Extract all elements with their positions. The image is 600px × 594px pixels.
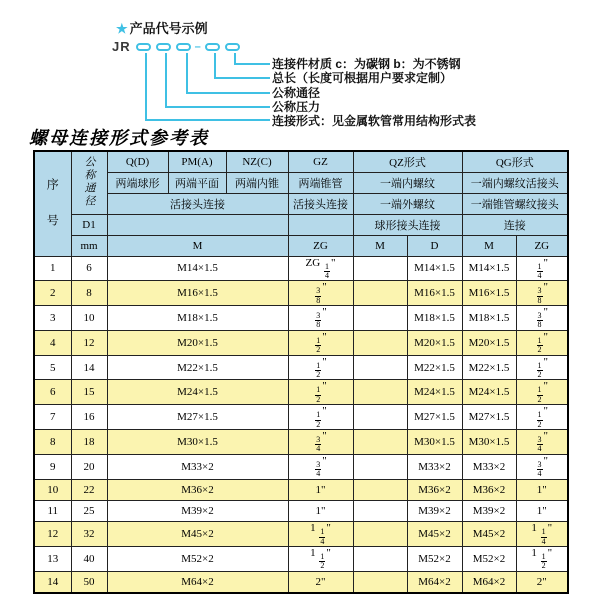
cell-dn: 12 bbox=[71, 330, 107, 355]
cell-m: M24×1.5 bbox=[107, 380, 288, 405]
code-box-3 bbox=[176, 43, 191, 51]
cell-seq: 7 bbox=[34, 405, 71, 430]
table-row bbox=[34, 405, 568, 430]
header-col-nz: NZ(C) bbox=[226, 151, 288, 172]
header-sub-zg-qg: ZG bbox=[516, 235, 568, 256]
cell-dn: 16 bbox=[71, 405, 107, 430]
header-empty-gz bbox=[288, 214, 353, 235]
cell-qz_m bbox=[353, 355, 407, 380]
cell-gz: $\frac{3}{8}$ " bbox=[288, 281, 353, 306]
table-row bbox=[34, 380, 568, 405]
cell-gz: $\frac{1}{2}$ " bbox=[288, 355, 353, 380]
connector-line bbox=[186, 92, 270, 94]
header-mm: mm bbox=[71, 235, 107, 256]
cell-qz_m bbox=[353, 281, 407, 306]
cell-gz: $\frac{1}{2}$ " bbox=[288, 405, 353, 430]
cell-seq: 2 bbox=[34, 281, 71, 306]
cell-seq: 11 bbox=[34, 500, 71, 521]
cell-dn: 50 bbox=[71, 571, 107, 592]
cell-qz_d: M14×1.5 bbox=[407, 256, 462, 281]
cell-m: M16×1.5 bbox=[107, 281, 288, 306]
header-qg-conn: 连接 bbox=[462, 214, 568, 235]
table-row bbox=[34, 281, 568, 306]
cell-dn: 25 bbox=[71, 500, 107, 521]
table-row bbox=[34, 330, 568, 355]
header-sub-m-main: M bbox=[107, 235, 288, 256]
cell-dn: 10 bbox=[71, 306, 107, 331]
code-box-4 bbox=[205, 43, 220, 51]
cell-qg_zg: $\frac{1}{2}$ " bbox=[516, 405, 568, 430]
cell-qz_m bbox=[353, 571, 407, 592]
cell-seq: 8 bbox=[34, 429, 71, 454]
connector-line bbox=[145, 53, 147, 121]
cell-gz: ZG $\frac{1}{4}$ " bbox=[288, 256, 353, 281]
cell-seq: 10 bbox=[34, 479, 71, 500]
code-dash: – bbox=[194, 40, 201, 53]
cell-qz_m bbox=[353, 330, 407, 355]
table-row bbox=[34, 571, 568, 592]
cell-qg_zg: 1" bbox=[516, 500, 568, 521]
cell-dn: 40 bbox=[71, 547, 107, 572]
connector-line bbox=[165, 53, 167, 108]
header-qg-desc2: 一端锥管螺纹接头 bbox=[462, 193, 568, 214]
cell-qg_m: M16×1.5 bbox=[462, 281, 516, 306]
header-col-pm: PM(A) bbox=[168, 151, 226, 172]
code-row bbox=[112, 39, 245, 54]
cell-qg_zg: 1 $\frac{1}{4}$ " bbox=[516, 522, 568, 547]
table-body bbox=[34, 256, 568, 593]
cell-gz: $\frac{1}{2}$ " bbox=[288, 330, 353, 355]
cell-dn: 8 bbox=[71, 281, 107, 306]
header-sub-m-qz: M bbox=[353, 235, 407, 256]
cell-gz: 2" bbox=[288, 571, 353, 592]
cell-qz_d: M36×2 bbox=[407, 479, 462, 500]
header-q-desc: 两端球形 bbox=[107, 172, 168, 193]
cell-qg_m: M45×2 bbox=[462, 522, 516, 547]
diagram-title bbox=[116, 18, 208, 37]
header-dn bbox=[71, 151, 107, 214]
cell-m: M64×2 bbox=[107, 571, 288, 592]
cell-qg_zg: $\frac{3}{8}$ " bbox=[516, 306, 568, 331]
cell-qg_m: M64×2 bbox=[462, 571, 516, 592]
cell-qz_m bbox=[353, 479, 407, 500]
header-qz-desc2: 一端外螺纹 bbox=[353, 193, 462, 214]
cell-gz: $\frac{3}{4}$ " bbox=[288, 429, 353, 454]
diagram-title-text: 产品代号示例 bbox=[129, 21, 208, 36]
cell-qz_m bbox=[353, 500, 407, 521]
cell-qz_m bbox=[353, 306, 407, 331]
header-sub-d-qz: D bbox=[407, 235, 462, 256]
table-row bbox=[34, 454, 568, 479]
table-title: 螺母连接形式参考表 bbox=[29, 128, 209, 148]
cell-gz: $\frac{3}{8}$ " bbox=[288, 306, 353, 331]
cell-seq: 14 bbox=[34, 571, 71, 592]
cell-qg_zg: 2" bbox=[516, 571, 568, 592]
table-row bbox=[34, 500, 568, 521]
cell-m: M20×1.5 bbox=[107, 330, 288, 355]
cell-qg_m: M22×1.5 bbox=[462, 355, 516, 380]
cell-qz_d: M22×1.5 bbox=[407, 355, 462, 380]
cell-qg_m: M36×2 bbox=[462, 479, 516, 500]
header-qz-conn: 球形接头连接 bbox=[353, 214, 462, 235]
cell-m: M18×1.5 bbox=[107, 306, 288, 331]
connector-line bbox=[186, 53, 188, 94]
cell-qg_zg: $\frac{1}{2}$ " bbox=[516, 355, 568, 380]
diagram-labels bbox=[272, 57, 476, 128]
cell-gz: $\frac{3}{4}$ " bbox=[288, 454, 353, 479]
connector-line bbox=[165, 106, 270, 108]
cell-qg_m: M14×1.5 bbox=[462, 256, 516, 281]
cell-gz: 1 $\frac{1}{2}$ " bbox=[288, 547, 353, 572]
cell-dn: 32 bbox=[71, 522, 107, 547]
table-row bbox=[34, 306, 568, 331]
cell-m: M39×2 bbox=[107, 500, 288, 521]
header-gz-desc: 两端锥管 bbox=[288, 172, 353, 193]
table-row bbox=[34, 256, 568, 281]
header-col-q: Q(D) bbox=[107, 151, 168, 172]
cell-qz_d: M64×2 bbox=[407, 571, 462, 592]
cell-gz: 1" bbox=[288, 479, 353, 500]
cell-qg_zg: $\frac{1}{2}$ " bbox=[516, 330, 568, 355]
cell-qz_m bbox=[353, 454, 407, 479]
cell-seq: 4 bbox=[34, 330, 71, 355]
cell-qg_m: M20×1.5 bbox=[462, 330, 516, 355]
header-nz-desc: 两端内锥 bbox=[226, 172, 288, 193]
header-seq-label: 序号 bbox=[45, 178, 60, 251]
cell-qg_zg: 1 $\frac{1}{2}$ " bbox=[516, 547, 568, 572]
cell-qz_d: M27×1.5 bbox=[407, 405, 462, 430]
connector-line bbox=[234, 63, 270, 65]
cell-qg_zg: $\frac{3}{4}$ " bbox=[516, 454, 568, 479]
diagram-label: 公称压力 bbox=[272, 99, 321, 114]
cell-seq: 5 bbox=[34, 355, 71, 380]
connector-line bbox=[145, 119, 270, 121]
cell-qz_m bbox=[353, 429, 407, 454]
table-row bbox=[34, 355, 568, 380]
cell-m: M33×2 bbox=[107, 454, 288, 479]
cell-qz_m bbox=[353, 405, 407, 430]
header-dn-label: 公称通径 bbox=[83, 156, 95, 209]
nut-connection-table bbox=[33, 150, 569, 594]
diagram-label: 总长（长度可根据用户要求定制） bbox=[272, 71, 453, 86]
cell-seq: 3 bbox=[34, 306, 71, 331]
diagram-label: 连接件材质 c：为碳钢 b：为不锈钢 bbox=[272, 57, 461, 71]
cell-dn: 22 bbox=[71, 479, 107, 500]
cell-seq: 13 bbox=[34, 547, 71, 572]
cell-qg_m: M18×1.5 bbox=[462, 306, 516, 331]
cell-dn: 18 bbox=[71, 429, 107, 454]
cell-m: M22×1.5 bbox=[107, 355, 288, 380]
cell-qg_zg: $\frac{3}{4}$ " bbox=[516, 429, 568, 454]
cell-gz: 1 $\frac{1}{4}$ " bbox=[288, 522, 353, 547]
cell-seq: 6 bbox=[34, 380, 71, 405]
table-row bbox=[34, 547, 568, 572]
cell-seq: 1 bbox=[34, 256, 71, 281]
cell-qg_zg: $\frac{3}{8}$ " bbox=[516, 281, 568, 306]
cell-dn: 14 bbox=[71, 355, 107, 380]
table-row bbox=[34, 479, 568, 500]
header-col-qz: QZ形式 bbox=[353, 151, 462, 172]
cell-seq: 9 bbox=[34, 454, 71, 479]
header-sub-zg-gz: ZG bbox=[288, 235, 353, 256]
cell-m: M52×2 bbox=[107, 547, 288, 572]
cell-qz_d: M20×1.5 bbox=[407, 330, 462, 355]
connector-line bbox=[214, 77, 270, 79]
cell-qz_d: M30×1.5 bbox=[407, 429, 462, 454]
cell-qz_m bbox=[353, 547, 407, 572]
cell-qg_m: M39×2 bbox=[462, 500, 516, 521]
table-header bbox=[34, 151, 568, 256]
cell-qg_m: M27×1.5 bbox=[462, 405, 516, 430]
code-box-5 bbox=[225, 43, 240, 51]
cell-qz_d: M33×2 bbox=[407, 454, 462, 479]
header-d1: D1 bbox=[71, 214, 107, 235]
cell-gz: 1" bbox=[288, 500, 353, 521]
code-box-1 bbox=[136, 43, 151, 51]
header-qg-desc1: 一端内螺纹活接头 bbox=[462, 172, 568, 193]
cell-qz_d: M18×1.5 bbox=[407, 306, 462, 331]
cell-gz: $\frac{1}{2}$ " bbox=[288, 380, 353, 405]
cell-qg_m: M33×2 bbox=[462, 454, 516, 479]
header-seq bbox=[34, 151, 71, 256]
header-col-qg: QG形式 bbox=[462, 151, 568, 172]
connector-line bbox=[214, 53, 216, 79]
header-pm-desc: 两端平面 bbox=[168, 172, 226, 193]
diagram-label: 公称通径 bbox=[272, 85, 321, 100]
cell-qz_m bbox=[353, 380, 407, 405]
cell-seq: 12 bbox=[34, 522, 71, 547]
header-qz-desc1: 一端内螺纹 bbox=[353, 172, 462, 193]
cell-qg_m: M52×2 bbox=[462, 547, 516, 572]
table-row bbox=[34, 522, 568, 547]
cell-dn: 20 bbox=[71, 454, 107, 479]
cell-qz_d: M24×1.5 bbox=[407, 380, 462, 405]
cell-m: M14×1.5 bbox=[107, 256, 288, 281]
code-prefix: JR bbox=[112, 39, 131, 54]
cell-qz_d: M52×2 bbox=[407, 547, 462, 572]
cell-qg_zg: 1" bbox=[516, 479, 568, 500]
product-code-diagram bbox=[0, 0, 600, 128]
header-empty-m bbox=[107, 214, 288, 235]
cell-m: M36×2 bbox=[107, 479, 288, 500]
cell-m: M27×1.5 bbox=[107, 405, 288, 430]
diagram-label: 连接形式：见金属软管常用结构形式表 bbox=[272, 114, 477, 129]
table-row bbox=[34, 429, 568, 454]
header-col-gz: GZ bbox=[288, 151, 353, 172]
header-sub-m-qg: M bbox=[462, 235, 516, 256]
header-union-conn: 活接头连接 bbox=[107, 193, 288, 214]
cell-qg_zg: $\frac{1}{2}$ " bbox=[516, 380, 568, 405]
code-box-2 bbox=[156, 43, 171, 51]
cell-qz_d: M45×2 bbox=[407, 522, 462, 547]
cell-qz_m bbox=[353, 256, 407, 281]
star-icon: ★ bbox=[116, 21, 128, 36]
cell-qg_m: M30×1.5 bbox=[462, 429, 516, 454]
cell-qz_d: M39×2 bbox=[407, 500, 462, 521]
cell-qg_m: M24×1.5 bbox=[462, 380, 516, 405]
cell-dn: 6 bbox=[71, 256, 107, 281]
cell-qz_m bbox=[353, 522, 407, 547]
cell-qg_zg: $\frac{1}{4}$ " bbox=[516, 256, 568, 281]
cell-m: M30×1.5 bbox=[107, 429, 288, 454]
header-gz-conn: 活接头连接 bbox=[288, 193, 353, 214]
cell-qz_d: M16×1.5 bbox=[407, 281, 462, 306]
cell-dn: 15 bbox=[71, 380, 107, 405]
cell-m: M45×2 bbox=[107, 522, 288, 547]
